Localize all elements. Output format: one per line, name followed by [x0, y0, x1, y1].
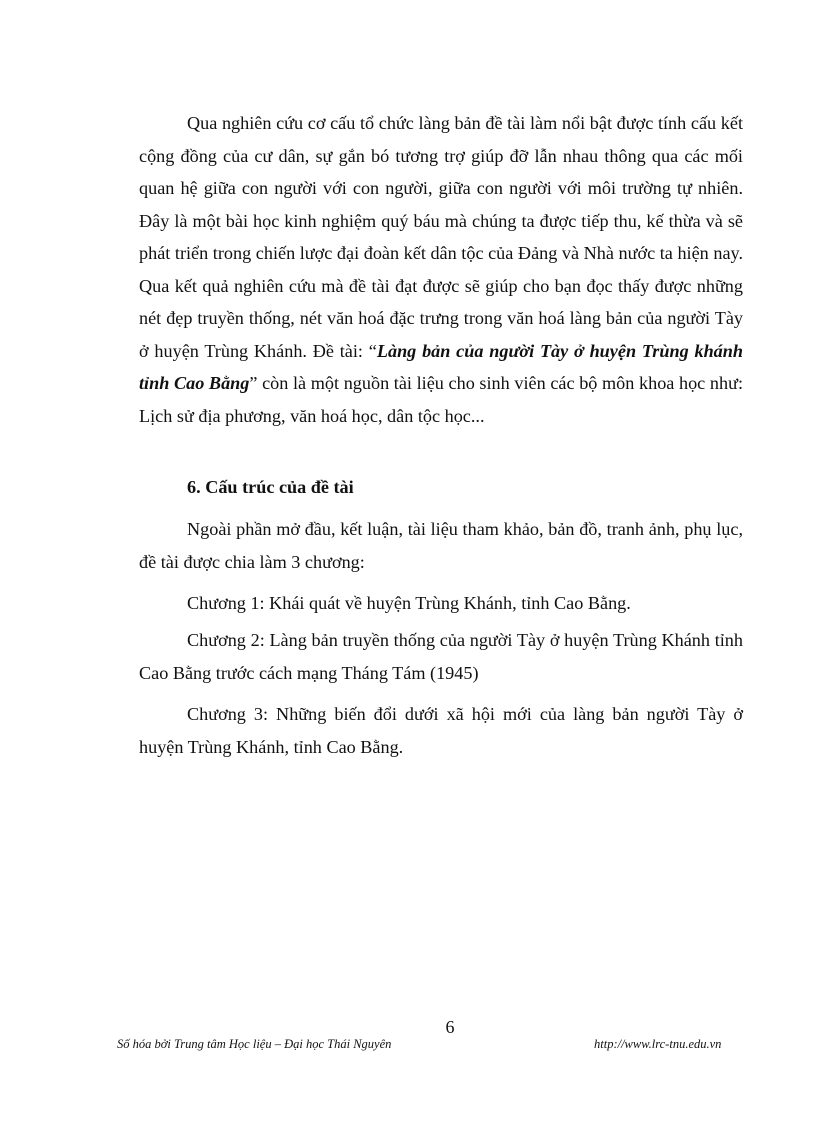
chapter-3-item: Chương 3: Những biến đổi dưới xã hội mới của làng bản người Tày ở huyện Trùng Khánh, tỉnh Cao Bằng.: [139, 704, 743, 757]
paragraph-significance: [139, 107, 743, 432]
chapter-2-item: Chương 2: Làng bản truyền thống của người Tày ở huyện Trùng Khánh tỉnh Cao Bằng trước cách mạng Tháng Tám (1945): [139, 630, 743, 683]
paragraph-significance-text-start: Qua nghiên cứu cơ cấu tổ chức làng bản đề tài làm nổi bật được tính cấu kết cộng đồng của cư dân, sự gắn bó tương trợ giúp đỡ lẫn nhau thông qua các mối quan hệ giữa con người với con người, giữa con người với môi trường tự nhiên. Đây là một bài học kinh nghiệm quý báu mà chúng ta được tiếp thu, kế thừa và sẽ phát triển trong chiến lược đại đoàn kết dân tộc của Đảng và Nhà nước ta hiện nay. Qua kết quả nghiên cứu mà đề tài đạt được sẽ giúp cho bạn đọc thấy được những nét đẹp truyền thống, nét văn hoá đặc trưng trong văn hoá làng bản của người Tày ở huyện Trùng Khánh. Đề tài: “: [139, 113, 743, 361]
paragraph-structure-intro: Ngoài phần mở đầu, kết luận, tài liệu tham khảo, bản đồ, tranh ảnh, phụ lục, đề tài được chia làm 3 chương:: [139, 519, 743, 572]
chapter-1-item: Chương 1: Khái quát về huyện Trùng Khánh, tỉnh Cao Bằng.: [187, 593, 631, 613]
paragraph-significance-text-end: ” còn là một nguồn tài liệu cho sinh viên các bộ môn khoa học như: Lịch sử địa phương, văn hoá học, dân tộc học...: [139, 373, 743, 426]
page-number: 6: [445, 1017, 455, 1037]
footer-digitized-by: Số hóa bởi Trung tâm Học liệu – Đại học Thái Nguyên: [117, 1037, 392, 1051]
footer-url-link[interactable]: http://www.lrc-tnu.edu.vn: [594, 1037, 722, 1051]
section-heading: 6. Cấu trúc của đề tài: [187, 477, 354, 497]
thesis-title-emphasis: Làng bản của người Tày ở huyện Trùng khánh tỉnh Cao Bằng: [139, 340, 744, 393]
